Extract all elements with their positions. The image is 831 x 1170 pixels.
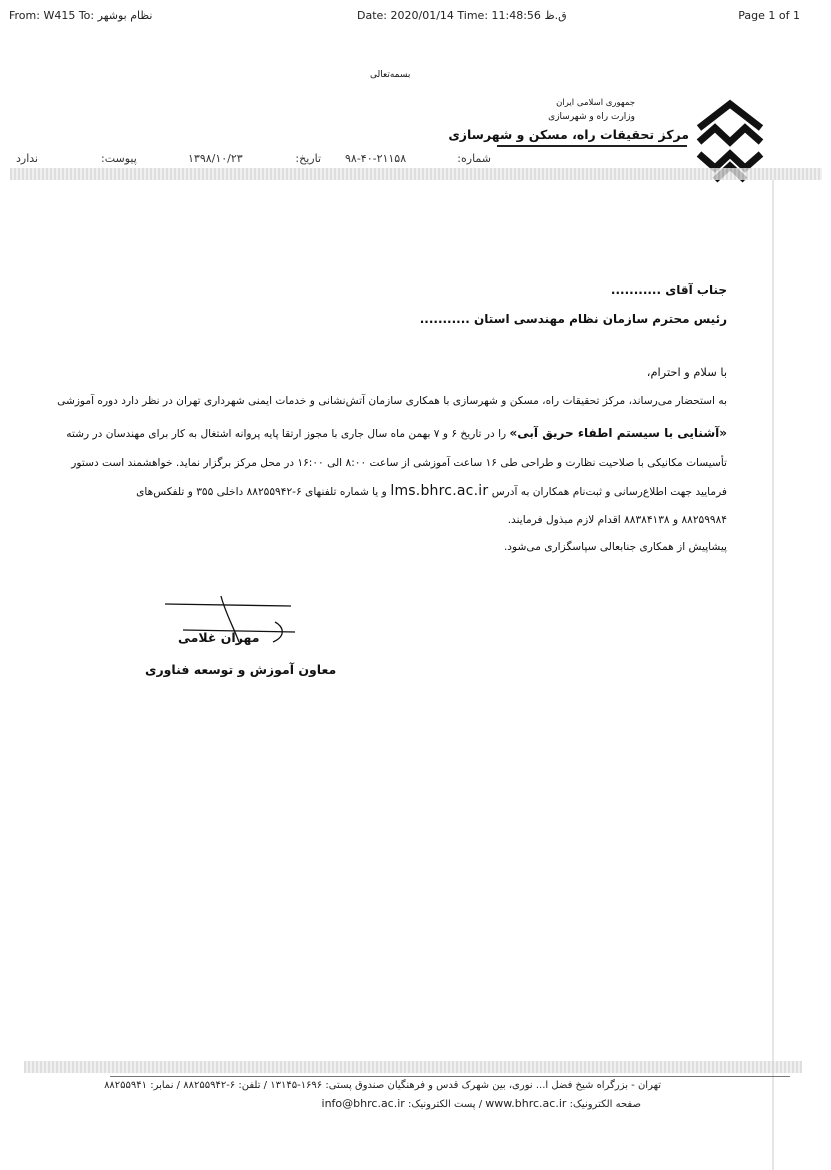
body-line-2-rest: را در تاریخ ۶ و ۷ بهمن ماه سال جاری با مجوز ارتقا پایه پروانه اشتغال به کار برای مهندسان در رشته — [66, 428, 510, 440]
basmala: بسمه‌تعالی — [370, 70, 411, 80]
body-line-1: به استحضار می‌رساند، مرکز تحقیقات راه، مسکن و شهرسازی با همکاری سازمان آتش‌نشانی و خدمات ایمنی شهرداری تهران در نظر دارد دوره آموزشی — [57, 395, 727, 407]
signatory-name: مهران غلامی — [178, 630, 260, 645]
footer-email-label: پست الکترونیک: — [408, 1099, 476, 1110]
fax-to-label: To: — [78, 9, 95, 22]
signatory-title: معاون آموزش و توسعه فناوری — [145, 662, 337, 677]
ministry-line: وزارت راه و شهرسازی — [548, 112, 635, 122]
body-line-3: تأسیسات مکانیکی با صلاحیت نظارت و طراحی طی ۱۶ ساعت آموزشی از ساعت ۸:۰۰ الی ۱۶:۰۰ در محل مرکز برگزار نماید. خواهشمند است دستور — [71, 457, 727, 469]
greeting: با سلام و احترام، — [646, 365, 727, 379]
body-line-5: ۸۸۲۵۹۹۸۴ و ۸۸۳۸۴۱۳۸ اقدام لازم مبذول فرمایند. — [507, 514, 727, 526]
footer-contacts: صفحه الکترونیک: www.bhrc.ac.ir / پست الکترونیک: info@bhrc.ac.ir — [321, 1097, 641, 1110]
scan-edge-line — [772, 180, 774, 1170]
fax-date: Date: 2020/01/14 — [357, 9, 454, 22]
fax-time-suffix: ق.ظ — [544, 9, 567, 22]
attachment-label: پیوست: — [101, 152, 137, 165]
body-line-4 — [136, 483, 727, 499]
center-name: مرکز تحقیقات راه، مسکن و شهرسازی — [448, 127, 689, 142]
letter-date-label: تاریخ: — [295, 152, 321, 165]
scan-band-top — [10, 168, 822, 180]
body-line-4-b: و یا شماره تلفنهای ۶-۸۸۲۵۵۹۴۲ داخلی ۳۵۵ و تلفکس‌های — [136, 486, 387, 498]
footer-email: info@bhrc.ac.ir — [321, 1097, 405, 1110]
footer-rule — [110, 1076, 790, 1077]
course-title: «آشنایی با سیستم اطفاء حریق آبی» — [509, 426, 727, 440]
footer-web-label: صفحه الکترونیک: — [569, 1099, 641, 1110]
scan-band-bottom — [24, 1061, 802, 1073]
lms-url: lms.bhrc.ac.ir — [390, 483, 489, 499]
fax-time: Time: 11:48:56 — [457, 9, 541, 22]
footer-address: تهران - بزرگراه شیخ فضل ا... نوری، بین شهرک قدس و فرهنگیان صندوق پستی: ۱۶۹۶-۱۳۱۴۵ / تلفن: ۶-۸۸۲۵۵۹۴۲ / نمابر: ۸۸۲۵۵۹۴۱ — [104, 1080, 661, 1091]
fax-datetime — [357, 9, 567, 22]
recipient-line-2: رئیس محترم سازمان نظام مهندسی استان ........... — [419, 312, 727, 326]
body-line-2 — [66, 426, 727, 440]
letterhead-rule — [497, 145, 687, 147]
attachment-value: ندارد — [16, 152, 39, 165]
fax-to-value: نظام بوشهر — [97, 9, 153, 22]
fax-page-count: Page 1 of 1 — [738, 9, 800, 22]
recipient-line-1: جناب آقای ........... — [610, 283, 727, 297]
letter-date-value: ۱۳۹۸/۱۰/۲۳ — [188, 152, 243, 165]
letter-number-value: ۹۸-۴۰-۲۱۱۵۸ — [345, 152, 407, 165]
closing-line: پیشاپیش از همکاری جنابعالی سپاسگزاری می‌شود. — [503, 541, 727, 553]
fax-from — [9, 9, 152, 22]
footer-website: www.bhrc.ac.ir — [485, 1097, 567, 1110]
republic-line: جمهوری اسلامی ایران — [556, 98, 635, 108]
fax-from-text: From: W415 — [9, 9, 76, 22]
letter-number-label: شماره: — [457, 152, 491, 165]
body-line-4-a: فرمایید جهت اطلاع‌رسانی و ثبت‌نام همکاران به آدرس — [491, 486, 727, 498]
